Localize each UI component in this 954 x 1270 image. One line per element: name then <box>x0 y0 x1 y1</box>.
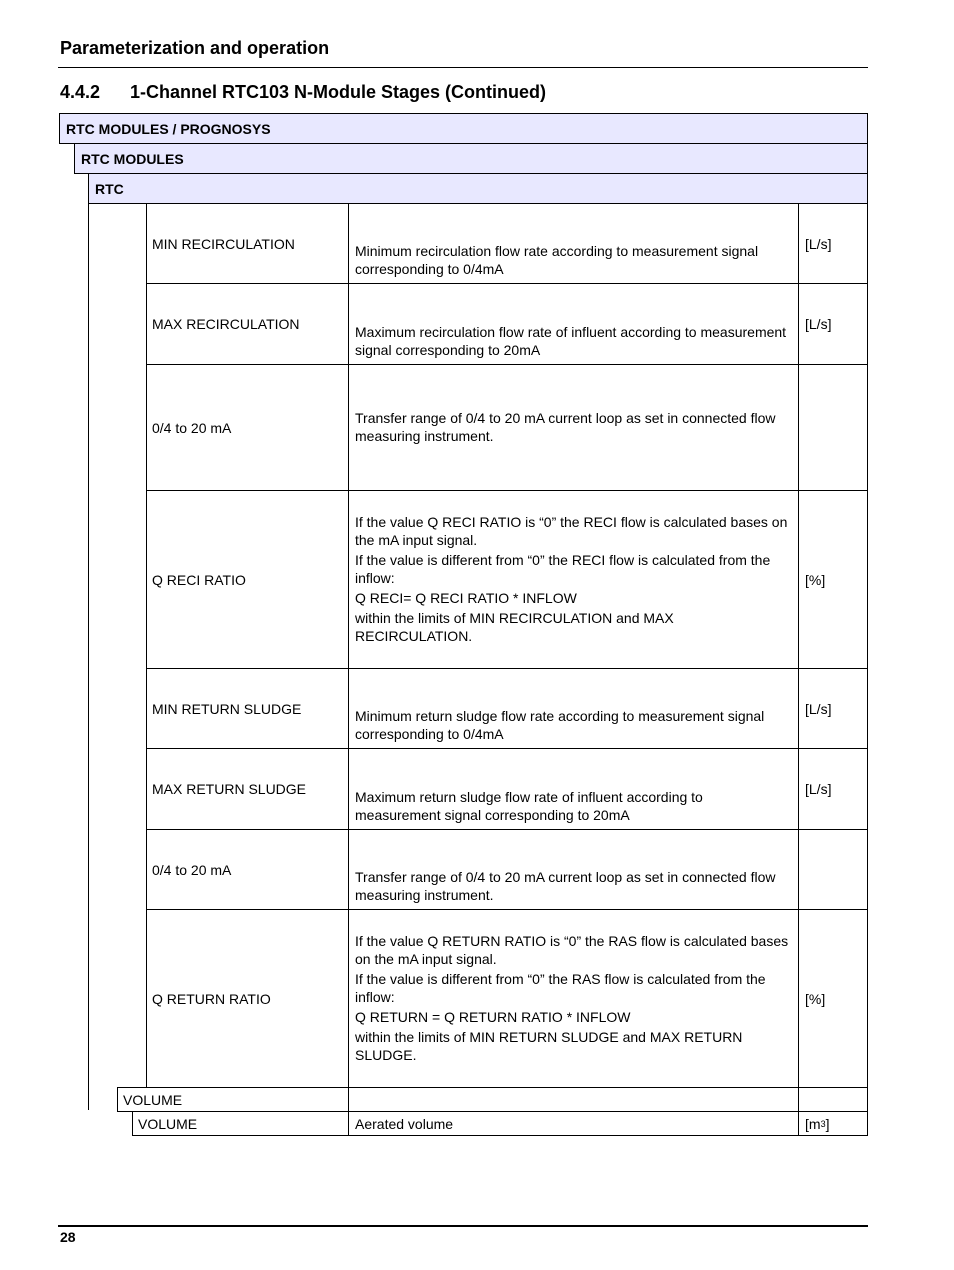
parameter-unit: [%] <box>805 990 826 1007</box>
parameter-description <box>349 364 798 491</box>
parameter-unit: [L/s] <box>805 781 832 797</box>
description-paragraph: Maximum recirculation flow rate of influent according to measurement signal corresponding to 20mA <box>355 324 787 358</box>
rtc-left-border <box>88 203 89 1110</box>
parameter-description <box>349 748 798 830</box>
parameter-unit: [L/s] <box>805 700 832 717</box>
parameter-description <box>349 283 798 365</box>
parameter-description <box>349 829 798 910</box>
parameter-description <box>349 203 798 284</box>
description-paragraph: Maximum return sludge flow rate of influent according to measurement signal corresponding to 20mA <box>355 789 703 823</box>
volume-unit-base: [m <box>805 1115 821 1132</box>
description-paragraph: Q RECI= Q RECI RATIO * INFLOW <box>355 589 577 606</box>
description-paragraph: If the value is different from “0” the RECI flow is calculated from the inflow: <box>355 551 771 586</box>
parameter-unit <box>799 829 868 910</box>
volume-description: Aerated volume <box>355 1115 454 1132</box>
description-paragraph: within the limits of MIN RETURN SLUDGE and MAX RETURN SLUDGE. <box>355 1028 743 1063</box>
description-paragraph: Transfer range of 0/4 to 20 mA current loop as set in connected flow measuring instrument. <box>355 869 776 903</box>
volume-group-divider <box>348 1087 349 1112</box>
description-paragraph: If the value is different from “0” the RAS flow is calculated from the inflow: <box>355 970 766 1005</box>
description-paragraph: If the value Q RECI RATIO is “0” the RECI flow is calculated bases on the mA input signal. <box>355 513 788 548</box>
header-divider <box>58 67 868 68</box>
section-number: 4.4.2 <box>60 82 101 102</box>
parameter-unit <box>799 364 868 491</box>
volume-unit-end: ] <box>825 1115 830 1132</box>
parameter-description <box>349 668 798 749</box>
volume-group-label: VOLUME <box>123 1091 183 1108</box>
level-1-label: RTC MODULES / PROGNOSYS <box>66 120 271 137</box>
level-2-label: RTC MODULES <box>81 150 184 167</box>
volume-name: VOLUME <box>138 1115 198 1132</box>
level-2-band <box>74 143 868 174</box>
parameter-name: Q RECI RATIO <box>152 571 246 588</box>
level-3-label: RTC <box>95 180 124 197</box>
description-paragraph: within the limits of MIN RECIRCULATION and MAX RECIRCULATION. <box>355 609 674 644</box>
parameter-unit: [%] <box>805 571 826 588</box>
parameter-name: MIN RETURN SLUDGE <box>152 700 302 717</box>
parameter-unit: [L/s] <box>805 316 832 332</box>
page-number: 28 <box>60 1229 76 1245</box>
parameter-name: MIN RECIRCULATION <box>152 235 295 252</box>
description-paragraph: Q RETURN = Q RETURN RATIO * INFLOW <box>355 1008 631 1025</box>
parameter-name: 0/4 to 20 mA <box>152 861 232 878</box>
volume-unit: [m 3 ] <box>805 1115 830 1132</box>
section-heading <box>60 82 546 103</box>
level-1-band <box>59 113 868 144</box>
section-title: 1-Channel RTC103 N-Module Stages (Continued) <box>130 82 547 102</box>
parameter-description <box>349 909 798 1088</box>
parameter-name: MAX RECIRCULATION <box>152 316 300 332</box>
description-paragraph: If the value Q RETURN RATIO is “0” the RAS flow is calculated bases on the mA input signal. <box>355 932 789 967</box>
parameter-description <box>349 490 798 669</box>
parameter-name: Q RETURN RATIO <box>152 990 271 1007</box>
parameter-name: MAX RETURN SLUDGE <box>152 781 307 797</box>
footer-divider <box>58 1225 868 1227</box>
parameter-name: 0/4 to 20 mA <box>152 419 232 436</box>
volume-group-divider <box>798 1087 799 1112</box>
running-header: Parameterization and operation <box>60 38 330 58</box>
description-paragraph: Minimum return sludge flow rate according to measurement signal corresponding to 0/4mA <box>355 708 765 742</box>
level-3-band <box>88 173 868 204</box>
description-paragraph: Transfer range of 0/4 to 20 mA current loop as set in connected flow measuring instrument. <box>355 409 776 444</box>
parameter-unit: [L/s] <box>805 235 832 252</box>
description-paragraph: Minimum recirculation flow rate according to measurement signal corresponding to 0/4mA <box>355 243 759 277</box>
